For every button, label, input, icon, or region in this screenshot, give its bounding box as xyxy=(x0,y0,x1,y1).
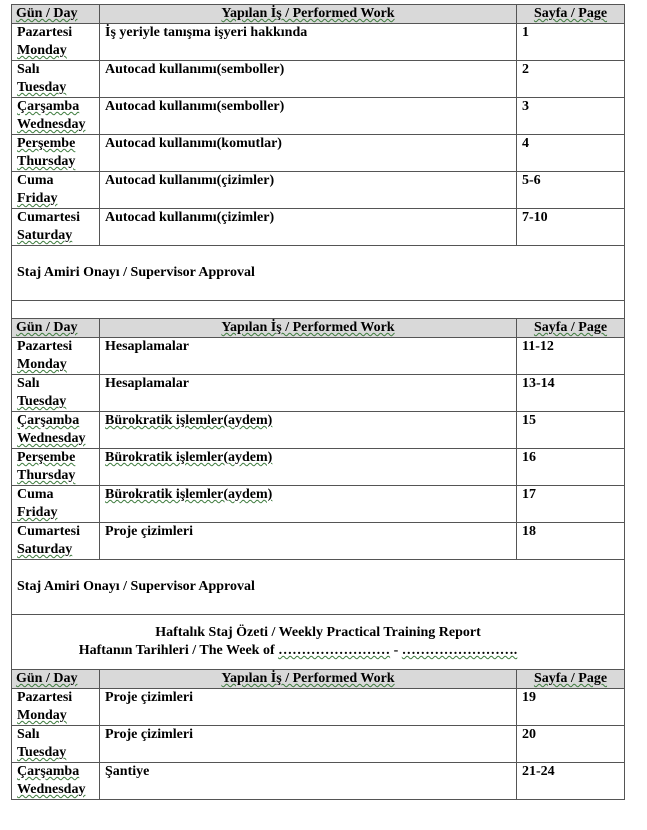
work-cell: Proje çizimleri xyxy=(100,726,517,763)
day-cell: Pazartesi Monday xyxy=(12,689,100,726)
day-cell: Salı Tuesday xyxy=(12,375,100,412)
page-cell: 17 xyxy=(517,486,625,523)
page-cell: 18 xyxy=(517,523,625,560)
week-table-2 xyxy=(11,318,625,670)
page-cell: 7-10 xyxy=(517,209,625,246)
day-cell: Perşembe Thursday xyxy=(12,449,100,486)
table-row xyxy=(12,523,625,560)
day-cell: Cumartesi Saturday xyxy=(12,209,100,246)
page-cell: 19 xyxy=(517,689,625,726)
day-cell: Cuma Friday xyxy=(12,172,100,209)
table-row xyxy=(12,375,625,412)
day-cell: Çarşamba Wednesday xyxy=(12,98,100,135)
header-work: Yapılan İş / Performed Work xyxy=(100,319,517,338)
header-page: Sayfa / Page xyxy=(517,319,625,338)
table-row xyxy=(12,98,625,135)
header-work: Yapılan İş / Performed Work xyxy=(100,670,517,689)
week-table-1 xyxy=(11,4,625,319)
table-row xyxy=(12,135,625,172)
header-day: Gün / Day xyxy=(12,5,100,24)
week-dates-line xyxy=(17,642,619,660)
weekly-summary-title: Haftalık Staj Özeti / Weekly Practical Training Report xyxy=(155,625,481,640)
table-row xyxy=(12,61,625,98)
page-cell: 20 xyxy=(517,726,625,763)
spacer-row xyxy=(12,301,625,319)
work-cell: İş yeriyle tanışma işyeri hakkında xyxy=(100,24,517,61)
week-dates-separator: - xyxy=(390,643,402,658)
table-row xyxy=(12,726,625,763)
table-header-row xyxy=(12,319,625,338)
work-cell: Proje çizimleri xyxy=(100,689,517,726)
table-row xyxy=(12,486,625,523)
work-cell: Autocad kullanımı(çizimler) xyxy=(100,209,517,246)
page-cell: 5-6 xyxy=(517,172,625,209)
header-work: Yapılan İş / Performed Work xyxy=(100,5,517,24)
page-cell: 16 xyxy=(517,449,625,486)
work-cell: Bürokratik işlemler(aydem) xyxy=(100,412,517,449)
table-header-row xyxy=(12,5,625,24)
table-header-row xyxy=(12,670,625,689)
page-cell: 11-12 xyxy=(517,338,625,375)
weekly-summary-row xyxy=(12,615,625,670)
table-row xyxy=(12,689,625,726)
day-cell: Pazartesi Monday xyxy=(12,24,100,61)
weekly-summary-cell xyxy=(12,615,625,670)
week-dates-label: Haftanın Tarihleri / The Week of xyxy=(78,643,279,658)
table-row xyxy=(12,338,625,375)
header-page: Sayfa / Page xyxy=(517,5,625,24)
supervisor-approval-row xyxy=(12,246,625,301)
week-start-blank: …………………… xyxy=(278,643,391,658)
page-cell: 1 xyxy=(517,24,625,61)
day-cell: Çarşamba Wednesday xyxy=(12,763,100,800)
work-cell: Hesaplamalar xyxy=(100,338,517,375)
header-day: Gün / Day xyxy=(12,319,100,338)
work-cell: Bürokratik işlemler(aydem) xyxy=(100,486,517,523)
page-cell: 4 xyxy=(517,135,625,172)
header-page: Sayfa / Page xyxy=(517,670,625,689)
table-row xyxy=(12,24,625,61)
table-row xyxy=(12,412,625,449)
week-table-3 xyxy=(11,669,625,800)
supervisor-approval-row xyxy=(12,560,625,615)
day-cell: Cuma Friday xyxy=(12,486,100,523)
table-row xyxy=(12,449,625,486)
work-cell: Autocad kullanımı(çizimler) xyxy=(100,172,517,209)
work-cell: Proje çizimleri xyxy=(100,523,517,560)
table-row xyxy=(12,763,625,800)
work-cell: Bürokratik işlemler(aydem) xyxy=(100,449,517,486)
day-cell: Çarşamba Wednesday xyxy=(12,412,100,449)
work-cell: Hesaplamalar xyxy=(100,375,517,412)
page-cell: 21-24 xyxy=(517,763,625,800)
training-log-document xyxy=(11,4,624,800)
page-cell: 2 xyxy=(517,61,625,98)
work-cell: Şantiye xyxy=(100,763,517,800)
day-cell: Pazartesi Monday xyxy=(12,338,100,375)
header-day: Gün / Day xyxy=(12,670,100,689)
table-row xyxy=(12,209,625,246)
day-cell: Salı Tuesday xyxy=(12,61,100,98)
work-cell: Autocad kullanımı(komutlar) xyxy=(100,135,517,172)
supervisor-approval-label: Staj Amiri Onayı / Supervisor Approval xyxy=(12,246,625,301)
day-cell: Salı Tuesday xyxy=(12,726,100,763)
work-cell: Autocad kullanımı(semboller) xyxy=(100,98,517,135)
page-cell: 15 xyxy=(517,412,625,449)
week-end-blank: ……………………. xyxy=(401,643,518,658)
page-cell: 3 xyxy=(517,98,625,135)
day-cell: Perşembe Thursday xyxy=(12,135,100,172)
supervisor-approval-label: Staj Amiri Onayı / Supervisor Approval xyxy=(12,560,625,615)
day-cell: Cumartesi Saturday xyxy=(12,523,100,560)
page-cell: 13-14 xyxy=(517,375,625,412)
work-cell: Autocad kullanımı(semboller) xyxy=(100,61,517,98)
table-row xyxy=(12,172,625,209)
spacer-cell xyxy=(12,301,625,319)
